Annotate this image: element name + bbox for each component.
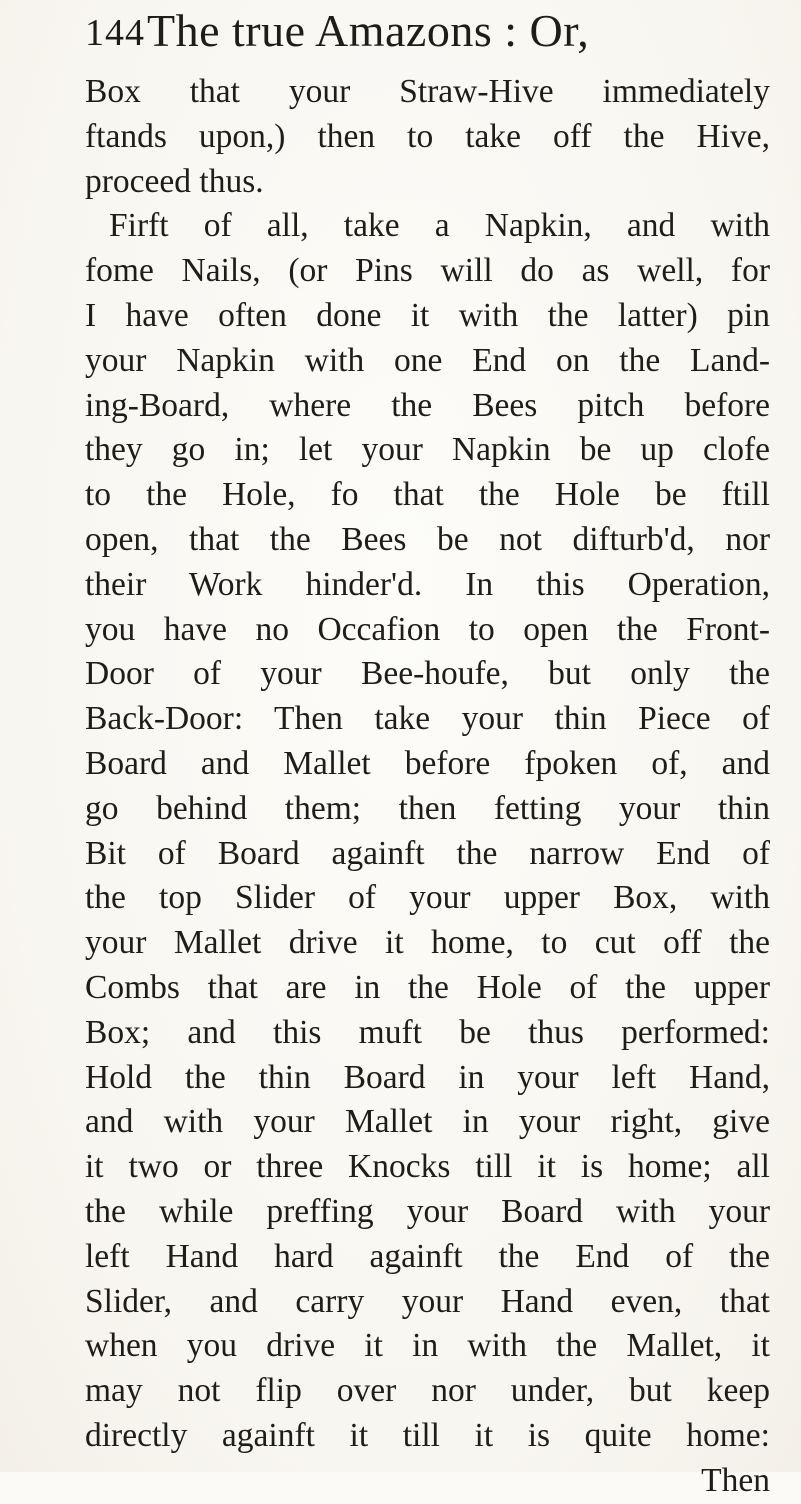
text-line: ftands upon,) then to take off the Hive, [85,117,770,155]
text-line: their Work hinder'd. In this Operation, [85,565,770,603]
text-line: Firft of all, take a Napkin, and with [109,207,770,245]
text-line: Bit of Board againft the narrow End of [85,834,770,872]
page-number: 144 [85,12,145,54]
text-line: fome Nails, (or Pins will do as well, for [85,252,770,290]
text-line: Back-Door: Then take your thin Piece of [85,700,770,738]
running-head: The true Amazons : Or, [147,5,590,56]
text-line: Slider, and carry your Hand even, that [85,1282,770,1320]
text-line: directly againft it till it is quite home: [85,1416,770,1454]
text-line: when you drive it in with the Mallet, it [85,1327,770,1365]
text-line: Box that your Straw-Hive immediately [85,73,770,110]
page-header [85,6,685,70]
text-line: Box; and this muft be thus performed: [85,1013,770,1051]
text-line: your Mallet drive it home, to cut off the [85,924,770,962]
text-line: they go in; let your Napkin be up clofe [85,431,770,469]
text-line: to the Hole, fo that the Hole be ftill [85,476,770,514]
text-line: Hold the thin Board in your left Hand, [85,1058,770,1096]
text-line: and with your Mallet in your right, give [85,1103,770,1141]
text-line: Combs that are in the Hole of the upper [85,968,770,1006]
text-line: your Napkin with one End on the Land- [85,341,770,379]
text-line: open, that the Bees be not difturb'd, nor [85,520,770,558]
catchword: Then [701,1461,770,1499]
text-line: proceed thus. [85,162,264,200]
text-line: you have no Occafion to open the Front- [85,610,770,648]
text-line: the while preffing your Board with your [85,1192,770,1230]
text-line: the top Slider of your upper Box, with [85,879,770,917]
text-line: I have often done it with the latter) pin [85,296,770,334]
text-line: go behind them; then fetting your thin [85,789,770,827]
text-line: may not flip over nor under, but keep [85,1372,770,1410]
text-line: ing-Board, where the Bees pitch before [85,386,770,424]
text-line: Door of your Bee-houfe, but only the [85,655,770,693]
text-line: left Hand hard againft the End of the [85,1237,770,1275]
body-text [85,70,785,1504]
text-line: it two or three Knocks till it is home; all [85,1148,770,1186]
text-line: Board and Mallet before fpoken of, and [85,744,770,782]
